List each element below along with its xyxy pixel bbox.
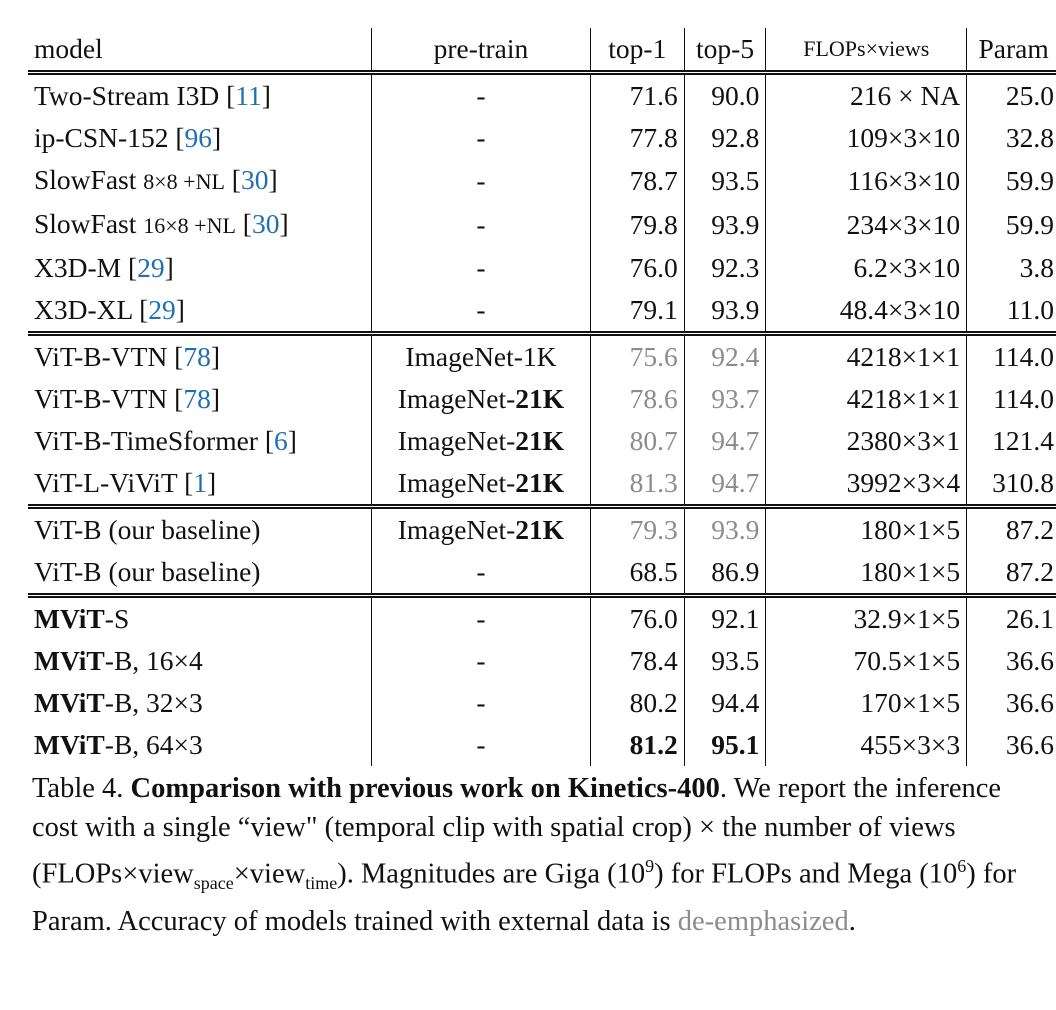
pretrain-part: - (476, 252, 486, 283)
caption-text: ×view (233, 858, 306, 890)
top1-cell: 78.4 (590, 640, 684, 682)
model-cell (28, 640, 372, 682)
header-top5: top-5 (684, 28, 766, 73)
pretrain-cell (372, 462, 591, 507)
pretrain-part: - (476, 645, 486, 676)
flops-cell: 3992×3×4 (766, 462, 967, 507)
flops-cell: 234×3×10 (766, 203, 967, 247)
pretrain-part: - (476, 80, 486, 111)
flops-cell: 455×3×3 (766, 724, 967, 766)
top5-cell: 93.5 (684, 159, 766, 203)
table-row (28, 159, 1056, 203)
table-caption (32, 770, 1052, 941)
model-name-part: ViT-B (our baseline) (34, 514, 261, 545)
pretrain-cell (372, 551, 591, 596)
model-cell (28, 378, 372, 420)
header-pretrain: pre-train (372, 28, 591, 73)
pretrain-part: 21K (515, 467, 565, 498)
model-name-part: MViT (34, 603, 105, 634)
pretrain-part: - (476, 687, 486, 718)
top1-cell: 79.8 (590, 203, 684, 247)
pretrain-cell (372, 117, 591, 159)
param-cell: 36.6 (967, 640, 1056, 682)
caption-text: ) for FLOPs and Mega (10 (654, 858, 958, 890)
caption-label: Table 4. (32, 773, 131, 804)
citation-link[interactable]: 6 (274, 425, 288, 456)
top5-cell: 94.4 (684, 682, 766, 724)
model-name-part: ViT-B (our baseline) (34, 556, 261, 587)
model-name-part: ViT-B-VTN [ (34, 383, 184, 414)
table-row (28, 73, 1056, 118)
pretrain-cell (372, 203, 591, 247)
citation-link[interactable]: 96 (184, 122, 212, 153)
header-model: model (34, 33, 103, 64)
top1-cell: 80.7 (590, 420, 684, 462)
caption-sub: space (193, 873, 234, 894)
table-row (28, 420, 1056, 462)
model-name-part: -B, 32×3 (104, 687, 203, 718)
model-name-part: ip-CSN-152 [ (34, 122, 185, 153)
pretrain-part: - (476, 209, 486, 240)
pretrain-cell (372, 159, 591, 203)
pretrain-part: - (476, 603, 486, 634)
top5-cell: 94.7 (684, 420, 766, 462)
caption-text: . We report the inference cost with a single “view" (temporal clip with spatial crop) × the number of views (FLOPs×view (32, 773, 1002, 890)
model-name-part: ViT-B-VTN [ (34, 341, 184, 372)
model-cell (28, 247, 372, 289)
model-name-part: [ (226, 80, 236, 111)
top1-cell: 76.0 (590, 247, 684, 289)
top5-cell: 86.9 (684, 551, 766, 596)
table-row (28, 507, 1056, 552)
param-cell: 11.0 (967, 289, 1056, 334)
pretrain-part: - (476, 165, 486, 196)
model-name-part: Two-Stream I3D (34, 80, 227, 111)
header-row (28, 28, 1056, 73)
model-cell (28, 117, 372, 159)
model-name-part: 8×8 +NL (143, 169, 225, 194)
model-cell (28, 507, 372, 552)
caption-deemphasized: de-emphasized (677, 905, 849, 937)
citation-link[interactable]: 29 (148, 294, 176, 325)
model-cell (28, 551, 372, 596)
model-cell (28, 596, 372, 641)
pretrain-part: ImageNet- (397, 383, 516, 414)
pretrain-cell (372, 507, 591, 552)
model-name-part: ] (287, 425, 297, 456)
flops-cell: 109×3×10 (766, 117, 967, 159)
header-param: Param (967, 28, 1056, 73)
model-name-part: MViT (34, 645, 105, 676)
caption-sup: 9 (645, 856, 655, 876)
top5-cell: 93.9 (684, 203, 766, 247)
pretrain-cell (372, 724, 591, 766)
model-name-part: ] (210, 341, 221, 372)
top5-cell: 94.7 (684, 462, 766, 507)
top1-cell: 78.6 (590, 378, 684, 420)
flops-cell: 32.9×1×5 (766, 596, 967, 641)
model-name-part: ] (164, 252, 174, 283)
pretrain-part: 21K (515, 514, 565, 545)
pretrain-cell (372, 682, 591, 724)
model-name-part: MViT (34, 729, 105, 760)
pretrain-part: - (476, 294, 486, 325)
model-cell (28, 289, 372, 334)
citation-link[interactable]: 78 (183, 341, 211, 372)
top1-cell: 76.0 (590, 596, 684, 641)
top5-cell: 93.5 (684, 640, 766, 682)
pretrain-part: ImageNet- (397, 425, 516, 456)
top1-cell: 78.7 (590, 159, 684, 203)
top1-cell: 79.3 (590, 507, 684, 552)
top1-cell: 77.8 (590, 117, 684, 159)
pretrain-cell (372, 334, 591, 379)
model-name-part: -B, 64×3 (104, 729, 203, 760)
pretrain-cell (372, 73, 591, 118)
pretrain-cell (372, 640, 591, 682)
flops-cell: 180×1×5 (766, 507, 967, 552)
param-cell: 114.0 (967, 378, 1056, 420)
caption-text: . (848, 905, 856, 937)
model-name-part: X3D-M [ (34, 252, 138, 283)
table-row (28, 682, 1056, 724)
citation-link[interactable]: 78 (183, 383, 211, 414)
top5-cell: 95.1 (684, 724, 766, 766)
model-name-part: ] (212, 122, 222, 153)
flops-cell: 6.2×3×10 (766, 247, 967, 289)
table-row (28, 724, 1056, 766)
pretrain-part: 21K (515, 425, 565, 456)
param-cell: 59.9 (967, 159, 1056, 203)
table-row (28, 289, 1056, 334)
top1-cell: 79.1 (590, 289, 684, 334)
top5-cell: 92.8 (684, 117, 766, 159)
model-cell (28, 724, 372, 766)
model-name-part: -B, 16×4 (104, 645, 203, 676)
pretrain-part: ImageNet- (397, 467, 516, 498)
citation-link[interactable]: 29 (137, 252, 165, 283)
param-cell: 59.9 (967, 203, 1056, 247)
param-cell: 32.8 (967, 117, 1056, 159)
param-cell: 26.1 (967, 596, 1056, 641)
citation-link[interactable]: 30 (251, 208, 280, 239)
param-cell: 121.4 (967, 420, 1056, 462)
table-row (28, 551, 1056, 596)
pretrain-part: - (476, 556, 486, 587)
model-name-part: [ (224, 164, 241, 195)
table-row (28, 640, 1056, 682)
param-cell: 36.6 (967, 724, 1056, 766)
model-name-part: ] (279, 208, 289, 239)
model-cell (28, 73, 372, 118)
param-cell: 310.8 (967, 462, 1056, 507)
table-figure (28, 28, 1056, 941)
top5-cell: 93.7 (684, 378, 766, 420)
param-cell: 25.0 (967, 73, 1056, 118)
model-cell (28, 420, 372, 462)
pretrain-cell (372, 420, 591, 462)
model-name-part: MViT (34, 687, 105, 718)
pretrain-cell (372, 247, 591, 289)
pretrain-part: ImageNet- (397, 514, 516, 545)
table-row (28, 462, 1056, 507)
table-row (28, 117, 1056, 159)
top5-cell: 93.9 (684, 289, 766, 334)
model-name-part: ] (268, 164, 278, 195)
model-cell (28, 334, 372, 379)
param-cell: 3.8 (967, 247, 1056, 289)
param-cell: 114.0 (967, 334, 1056, 379)
model-cell (28, 159, 372, 203)
model-name-part: -S (104, 603, 130, 634)
caption-sup: 6 (957, 856, 967, 876)
param-cell: 87.2 (967, 507, 1056, 552)
model-name-part: ] (210, 383, 221, 414)
model-name-part: X3D-XL [ (34, 294, 149, 325)
model-name-part: ] (261, 80, 271, 111)
pretrain-cell (372, 378, 591, 420)
model-cell (28, 462, 372, 507)
table-row (28, 247, 1056, 289)
model-name-part: 16×8 +NL (143, 213, 236, 238)
flops-cell: 116×3×10 (766, 159, 967, 203)
pretrain-part: - (476, 122, 486, 153)
flops-cell: 2380×3×1 (766, 420, 967, 462)
top1-cell: 81.3 (590, 462, 684, 507)
caption-text: ). Magnitudes are Giga (10 (337, 858, 646, 890)
table-body (28, 73, 1056, 767)
model-cell (28, 682, 372, 724)
param-cell: 87.2 (967, 551, 1056, 596)
citation-link[interactable]: 30 (240, 164, 269, 195)
model-name-part: [ (235, 208, 252, 239)
top5-cell: 90.0 (684, 73, 766, 118)
header-flops: FLOPs×views (766, 28, 967, 73)
citation-link[interactable]: 1 (193, 467, 208, 498)
model-name-part: ] (207, 467, 217, 498)
citation-link[interactable]: 11 (235, 80, 262, 111)
flops-cell: 216 × NA (766, 73, 967, 118)
pretrain-part: 21K (515, 383, 565, 414)
flops-cell: 4218×1×1 (766, 334, 967, 379)
model-name-part: ] (175, 294, 185, 325)
top1-cell: 80.2 (590, 682, 684, 724)
table-row (28, 334, 1056, 379)
flops-cell: 170×1×5 (766, 682, 967, 724)
pretrain-part: - (476, 729, 486, 760)
caption-sub: time (305, 873, 338, 894)
top1-cell: 81.2 (590, 724, 684, 766)
model-name-part: ViT-L-ViViT [ (34, 467, 194, 498)
flops-cell: 48.4×3×10 (766, 289, 967, 334)
top5-cell: 92.4 (684, 334, 766, 379)
caption-text: ) for Param. Accuracy of models trained with external data is (32, 858, 1017, 937)
pretrain-cell (372, 289, 591, 334)
model-cell (28, 203, 372, 247)
top5-cell: 92.3 (684, 247, 766, 289)
pretrain-part: ImageNet-1K (405, 341, 557, 372)
pretrain-cell (372, 596, 591, 641)
flops-cell: 70.5×1×5 (766, 640, 967, 682)
header-top1: top-1 (590, 28, 684, 73)
top1-cell: 68.5 (590, 551, 684, 596)
model-name-part: SlowFast (34, 164, 144, 195)
flops-cell: 4218×1×1 (766, 378, 967, 420)
caption-title: Comparison with previous work on Kinetics-400 (130, 773, 720, 804)
top5-cell: 93.9 (684, 507, 766, 552)
table-row (28, 378, 1056, 420)
param-cell: 36.6 (967, 682, 1056, 724)
model-name-part: SlowFast (34, 208, 144, 239)
top1-cell: 75.6 (590, 334, 684, 379)
top1-cell: 71.6 (590, 73, 684, 118)
comparison-table (28, 28, 1056, 766)
flops-cell: 180×1×5 (766, 551, 967, 596)
model-name-part: ViT-B-TimeSformer [ (34, 425, 274, 456)
top5-cell: 92.1 (684, 596, 766, 641)
table-row (28, 596, 1056, 641)
table-row (28, 203, 1056, 247)
